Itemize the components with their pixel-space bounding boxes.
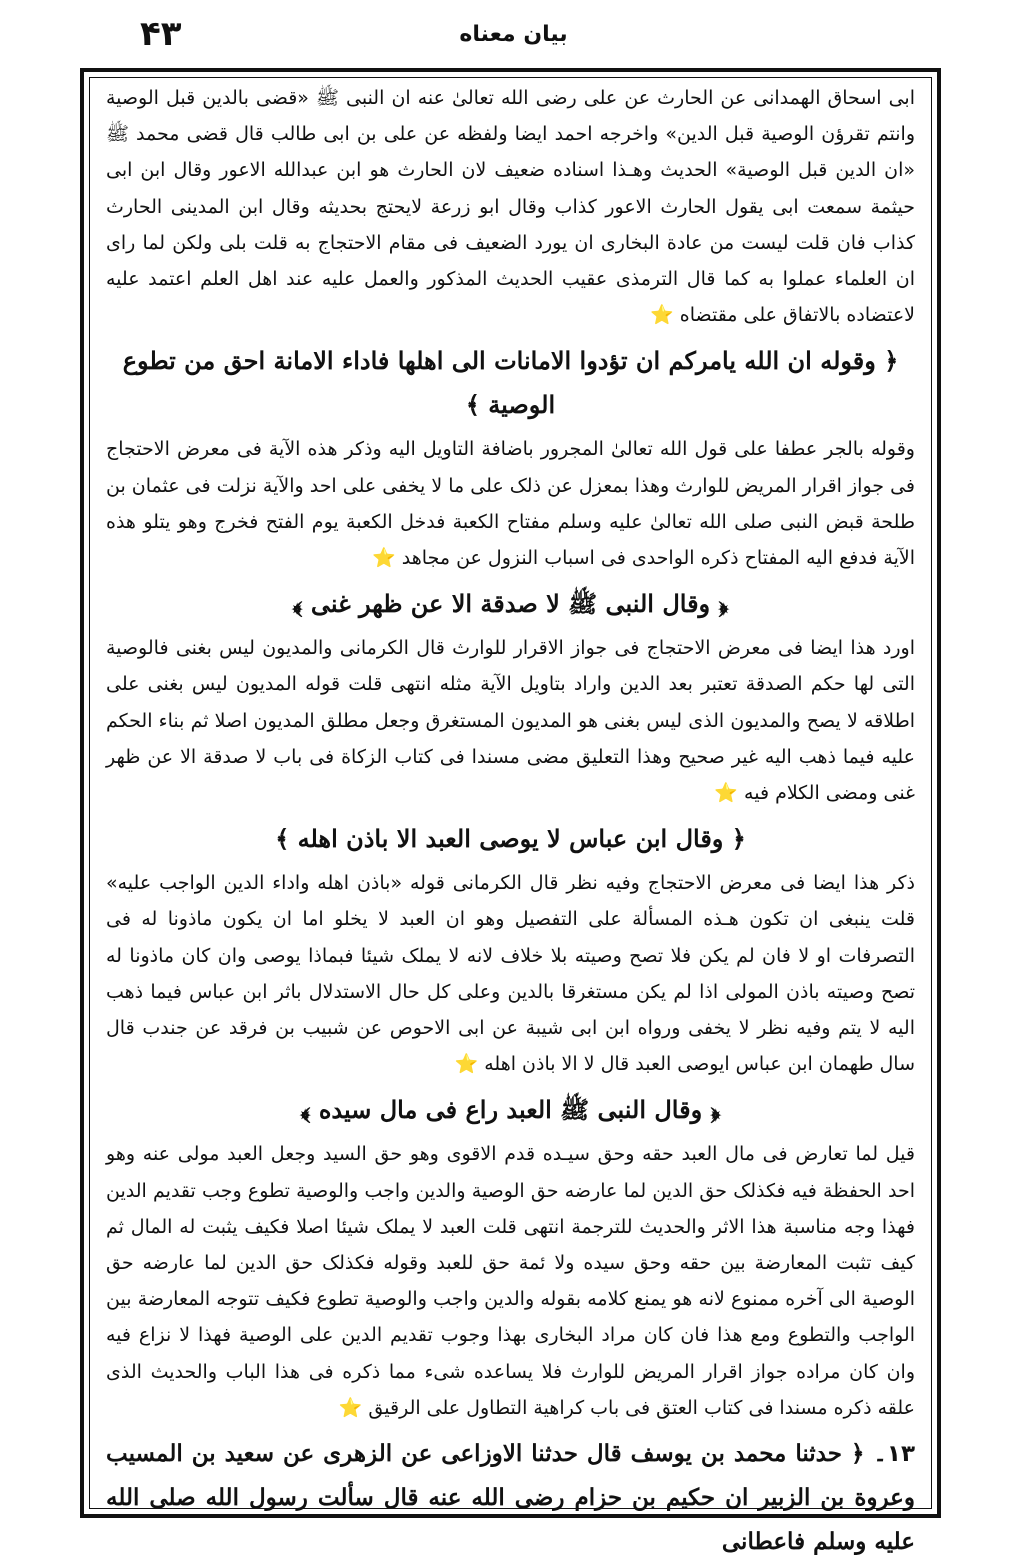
page-number: ۴۳ xyxy=(140,14,182,54)
hadith-number: ۱۳۔ xyxy=(873,1441,915,1468)
sadaqa-commentary: اورد هذا ایضا فی معرض الاحتجاج فی جواز الاقرار للوارث قال الکرمانی والمدیون لیس بغنی فالوصیة التی لها حکم الصدقة تعتبر بعد الدین واراد بتاویل الآیة مثله انتهی قلت قوله المدیون لیس بغنی علی اطلاقه لا یصح والمدیون الذی لیس بغنی هو المدیون المستغرق وجعل مطلق المدیون اصلا ثم بناء الحکم علیه فیما ذهب الیه غیر صحیح وهذا التعلیق مضی مسندا فی کتاب الزکاة فی باب لا صدقة الا عن ظهر غنی ومضی الکلام فیه ⭐ xyxy=(106,637,915,805)
ibn-abbas-commentary: ذکر هذا ایضا فی معرض الاحتجاج وفیه نظر قال الکرمانی قوله «باذن اهله واداء الدین الواجب علیه» قلت ینبغی ان تکون هـذه المسألة علی التفصیل وهو ان العبد لا یخلو اما ان یکون ماذونا له فی التصرفات او لا فان لم یکن فلا تصح وصیته بلا خلاف لانه لا یملک شیئا فبماذا یوصی وان کان ماذونا له تصح وصیته باذن المولی اذا لم یکن مستغرقا بالدین وعلی کل حال الاستدلال باثر ابن عباس فیما ذهب الیه لا یتم وفیه نظر لا یخفی ورواه ابن ابی شیبة عن ابی الاحوص عن شبیب بن فرقد عن جندب قال سال طهمان ابن عباس ایوصی العبد قال لا الا باذن اهله ⭐ xyxy=(106,872,915,1076)
slave-commentary: قیل لما تعارض فی مال العبد حقه وحق سیـده قدم الاقوی وهو حق السید وجعل العبد مولی عنه وهو احد الحفظة فیه فکذلک حق الدین لما عارضه حق الوصیة والدین واجب والوصیة تطوع وجب تقدیم الدین فهذا وجه مناسبة هذا الاثر والحدیث للترجمة انتهی قلت العبد لا یملک شیئا اصلا فکیف یثبت له المال ثم کیف تثبت المعارضة بین حقه وحق سیده ولا ئمة حق للعبد وقوله فکذلک حق الدین لما عارضه حق الوصیة الی آخره ممنوع لانه هو یمنع کلامه بقوله والدین واجب والوصیة تطوع فکیف تتوجه المعارضة بین الواجب والتطوع ومع هذا فان کان مراد البخاری بهذا وجوب تقدیم الدین علی الوصیة فهذا لا نزاع فیه وان کان مراده جواز اقرار المریض للوارث فلا یساعده شیء مما ذکره فی هذا الباب والحدیث الذی علقه ذکره مسندا فی کتاب العتق فی باب کراهیة التطاول علی الرقیق ⭐ xyxy=(106,1143,915,1419)
hadith-heading-sadaqa: ﴿ وقال النبی ﷺ لا صدقة الا عن ظهر غنی ﴾ xyxy=(292,589,729,619)
intro-paragraph: ابی اسحاق الهمدانی عن الحارث عن علی رضی الله تعالیٰ عنه ان النبی ﷺ «قضی بالدین قبل الوصیة وانتم تقرؤن الوصیة قبل الدین» واخرجه احمد ایضا ولفظه عن علی بن ابی طالب قال قضی محمد ﷺ «ان الدین قبل الوصیة» الحدیث وهـذا اسناده ضعیف لان الحارث هو ابن عبدالله الاعور وقال ابن ابی حیثمة سمعت ابی یقول الحارث الاعور کذاب وقال ابو زرعة لایحتج بحدیثه وقال ابن المدینی الحارث کذاب فان قلت لیست من عادة البخاری ان یورد الضعیف فی مقام الاحتجاج به قلت بلی ولکن لما رای ان العلماء عملوا به کما قال الترمذی عقیب الحدیث المذکور والعمل علیه عند اهل العلم اعتمد علیه لاعتضاده بالاتفاق علی مقتضاه ⭐ xyxy=(106,87,915,327)
hadith-13-text: ﴿ حدثنا محمد بن یوسف قال حدثنا الاوزاعی عن الزهری عن سعید بن المسیب وعروة بن الزبیر ان حکیم بن حزام رضی الله عنه قال سألت رسول الله صلی الله علیه وسلم فاعطانی xyxy=(106,1440,915,1556)
hadith-13 xyxy=(106,1432,915,1564)
running-title: بیان معناه xyxy=(459,22,568,47)
page-body xyxy=(106,80,915,1556)
quran-verse-heading: ﴿ وقوله ان الله یامرکم ان تؤدوا الامانات الی اهلها فاداء الامانة احق من تطوع الوصیة ﴾ xyxy=(122,346,899,420)
athar-heading-ibn-abbas: ﴿ وقال ابن عباس لا یوصی العبد الا باذن اهله ﴾ xyxy=(275,824,746,854)
hadith-heading-slave: ﴿ وقال النبی ﷺ العبد راع فی مال سیده ﴾ xyxy=(300,1095,721,1125)
verse-commentary: وقوله بالجر عطفا علی قول الله تعالیٰ المجرور باضافة التاویل الیه وذکر هذه الآیة فی معرض الاحتجاج فی جواز اقرار المریض للوارث وهذا بمعزل عن ذلک علی ما لا یخفی علی احد والآیة نزلت فی عثمان بن طلحة قبض النبی صلی الله تعالیٰ علیه وسلم مفتاح الکعبة فدخل الکعبة یوم الفتح فخرج وهو یتلو هذه الآیة فدفع الیه المفتاح ذکره الواحدی فی اسباب النزول عن مجاهد ⭐ xyxy=(106,438,915,570)
page-border xyxy=(80,68,941,1556)
page-header xyxy=(70,14,957,54)
